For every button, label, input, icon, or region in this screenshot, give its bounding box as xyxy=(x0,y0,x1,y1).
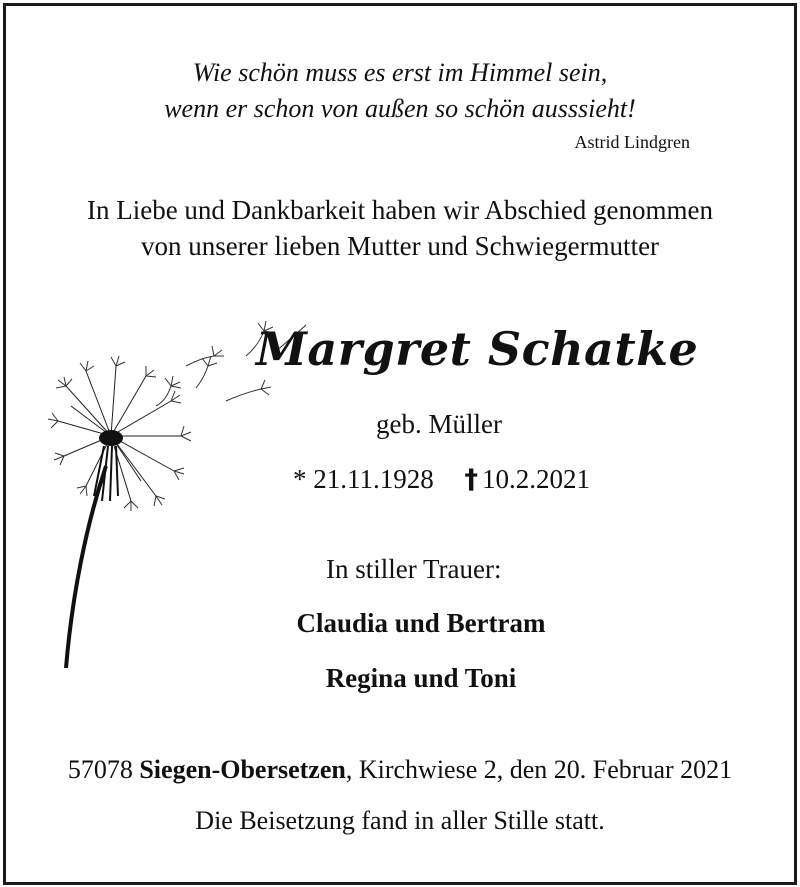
deceased-name: Margret Schatke xyxy=(256,322,699,376)
quote-line-2: wenn er schon von außen so schön ausssieht! xyxy=(164,94,636,123)
birth-name: geb. Müller xyxy=(376,409,502,439)
mourning-heading: In stiller Trauer: xyxy=(326,554,502,584)
mourner-family: Regina und Toni xyxy=(325,663,517,693)
address-town: Siegen-Obersetzen xyxy=(139,755,346,784)
address-zip: 57078 xyxy=(67,755,133,784)
quote-author: Astrid Lindgren xyxy=(574,132,690,152)
cross-icon: † xyxy=(464,464,478,495)
address-rest: , Kirchwiese 2, den 20. Februar 2021 xyxy=(345,755,733,784)
life-dates xyxy=(293,464,590,495)
intro-line-1: In Liebe und Dankbarkeit haben wir Abschied genommen xyxy=(86,195,714,225)
death-date: 10.2.2021 xyxy=(482,464,590,494)
obituary-notice xyxy=(3,3,797,885)
mourner-family: Claudia und Bertram xyxy=(296,608,546,638)
intro-line-2: von unserer lieben Mutter und Schwiegermutter xyxy=(140,231,660,261)
birth-symbol: * xyxy=(293,464,307,494)
address-line xyxy=(6,755,794,785)
birth-date: 21.11.1928 xyxy=(313,464,434,494)
quote-line-1: Wie schön muss es erst im Himmel sein, xyxy=(192,58,608,87)
burial-note: Die Beisetzung fand in aller Stille statt. xyxy=(195,806,605,835)
